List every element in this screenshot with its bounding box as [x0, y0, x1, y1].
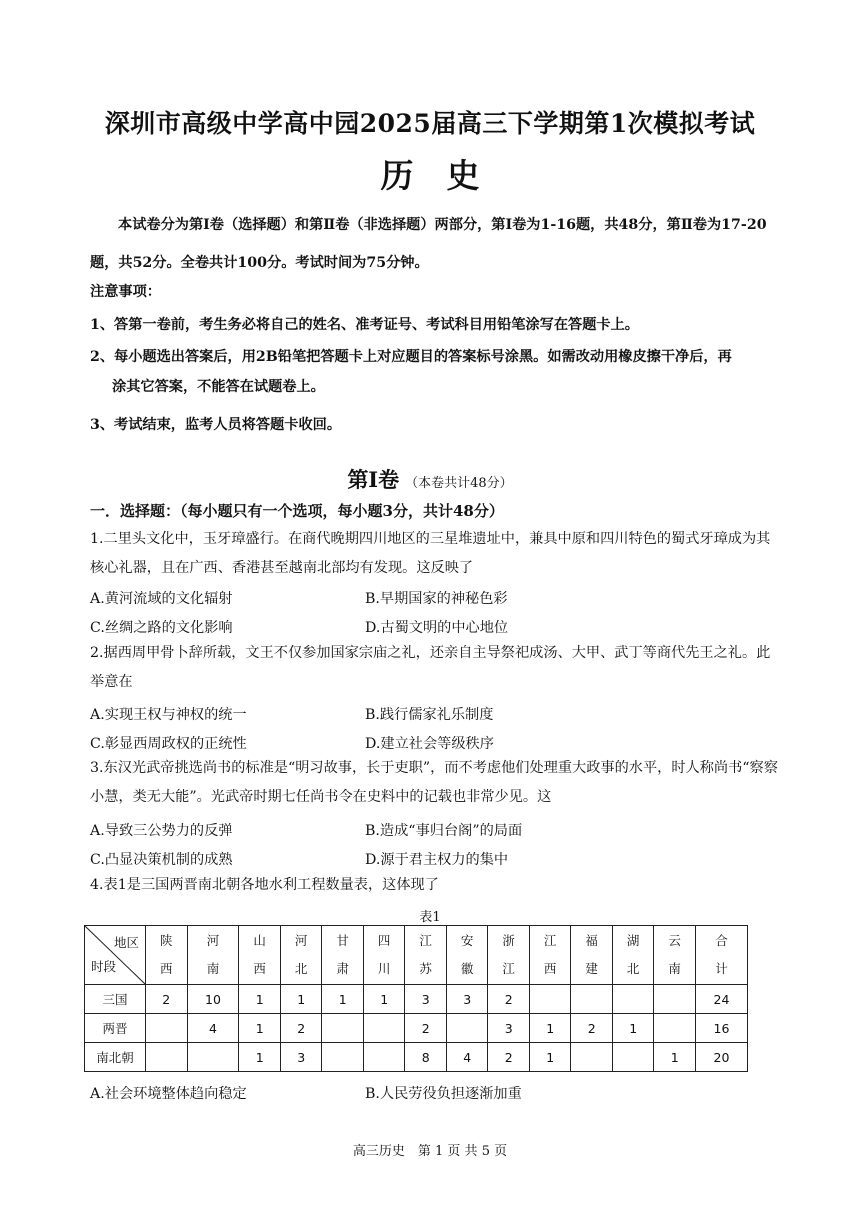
- table-cell: 2: [280, 1014, 322, 1043]
- question-3-option-d: D.源于君主权力的集中: [365, 852, 509, 868]
- table-cell: [446, 1014, 488, 1043]
- question-4-stem: 4.表1是三国两晋南北朝各地水利工程数量表，这体现了: [90, 877, 439, 893]
- table-cell: [612, 1043, 654, 1072]
- table-cell: [612, 985, 654, 1014]
- table-cell: 1: [239, 985, 281, 1014]
- header-cell: 合 计: [695, 926, 747, 985]
- question-3-option-b: B.造成“事归台阁”的局面: [365, 823, 523, 839]
- period-cell: 南北朝: [85, 1043, 146, 1072]
- notice-item-3: 3、考试结束，监考人员将答题卡收回。: [90, 417, 342, 433]
- table-cell: 20: [695, 1043, 747, 1072]
- question-3-option-a: A.导致三公势力的反弹: [90, 823, 233, 839]
- table-cell: [363, 1014, 405, 1043]
- table-cell: 4: [187, 1014, 239, 1043]
- notice-item-2-line2: 涂其它答案，不能答在试题卷上。: [112, 379, 325, 395]
- table-cell: 2: [146, 985, 188, 1014]
- page-footer: 高三历史 第 1 页 共 5 页: [352, 1144, 508, 1159]
- question-4-option-b: B.人民劳役负担逐渐加重: [365, 1086, 522, 1102]
- header-cell: 山 西: [239, 926, 281, 985]
- question-2-option-b: B.践行儒家礼乐制度: [365, 707, 494, 723]
- table-cell: [322, 1043, 364, 1072]
- header-cell: 安 徽: [446, 926, 488, 985]
- table-header-row: [85, 926, 748, 985]
- table-cell: 1: [612, 1014, 654, 1043]
- header-cell: 河 北: [280, 926, 322, 985]
- table-cell: 16: [695, 1014, 747, 1043]
- header-cell: 陕 西: [146, 926, 188, 985]
- table-cell: [146, 1014, 188, 1043]
- table-cell: [654, 985, 696, 1014]
- table-cell: 10: [187, 985, 239, 1014]
- table-cell: [571, 1043, 613, 1072]
- header-cell: 河 南: [187, 926, 239, 985]
- table-corner-cell: [85, 926, 146, 985]
- exam-intro: 本试卷分为第Ⅰ卷（选择题）和第Ⅱ卷（非选择题）两部分，第Ⅰ卷为1-16题，共48分，第Ⅱ卷为17-20题，共52分。全卷共计100分。考试时间为75分钟。: [90, 217, 767, 271]
- table-cell: 2: [488, 985, 530, 1014]
- notice-item-2-line1: 2、每小题选出答案后，用2B铅笔把答题卡上对应题目的答案标号涂黑。如需改动用橡皮擦干净后，再: [90, 349, 732, 365]
- table-caption: 表1: [419, 910, 441, 925]
- question-3-option-c: C.凸显决策机制的成熟: [90, 852, 233, 868]
- notice-title: 注意事项：: [90, 284, 161, 300]
- corner-region-label: 地区: [113, 935, 139, 950]
- question-1-option-d: D.古蜀文明的中心地位: [365, 620, 509, 636]
- period-cell: 两晋: [85, 1014, 146, 1043]
- table-cell: 1: [322, 985, 364, 1014]
- exam-title: 深圳市高级中学高中园2025届高三下学期第1次模拟考试: [104, 109, 756, 138]
- question-2-stem: 2.据西周甲骨卜辞所载，文王不仅参加国家宗庙之礼，还亲自主导祭祀成汤、大甲、武丁等商代先王之礼。此举意在: [90, 645, 771, 690]
- notice-item-2: [90, 342, 780, 402]
- table-cell: 3: [446, 985, 488, 1014]
- period-cell: 三国: [85, 985, 146, 1014]
- table-row: [85, 1014, 748, 1043]
- header-cell: 福 建: [571, 926, 613, 985]
- table-cell: 3: [488, 1014, 530, 1043]
- table-cell: [363, 1043, 405, 1072]
- table-cell: [322, 1014, 364, 1043]
- table-cell: [571, 985, 613, 1014]
- header-cell: 江 西: [529, 926, 571, 985]
- table-cell: 1: [239, 1043, 281, 1072]
- table-cell: 1: [529, 1043, 571, 1072]
- table-cell: 1: [529, 1014, 571, 1043]
- water-projects-table: [84, 925, 748, 1072]
- question-2-option-c: C.彰显西周政权的正统性: [90, 736, 247, 752]
- header-cell: 云 南: [654, 926, 696, 985]
- table-cell: 1: [280, 985, 322, 1014]
- table-cell: [146, 1043, 188, 1072]
- question-3-stem: 3.东汉光武帝挑选尚书的标准是“明习故事，长于吏职”，而不考虑他们处理重大政事的水平，时人称尚书“察察小慧，类无大能”。光武帝时期七任尚书令在史料中的记载也非常少见。这: [90, 760, 778, 805]
- table-row: [85, 985, 748, 1014]
- table-cell: 1: [654, 1043, 696, 1072]
- header-cell: 四 川: [363, 926, 405, 985]
- notice-item-1: 1、答第一卷前，考生务必将自己的姓名、准考证号、考试科目用铅笔涂写在答题卡上。: [90, 317, 639, 333]
- table-cell: 2: [405, 1014, 447, 1043]
- question-1-option-c: C.丝绸之路的文化影响: [90, 620, 233, 636]
- table-cell: 4: [446, 1043, 488, 1072]
- question-1-stem: 1.二里头文化中，玉牙璋盛行。在商代晚期四川地区的三星堆遗址中，兼具中原和四川特色的蜀式牙璋成为其核心礼器，且在广西、香港甚至越南北部均有发现。这反映了: [90, 531, 771, 576]
- table-cell: [187, 1043, 239, 1072]
- table-cell: 1: [363, 985, 405, 1014]
- table-cell: 8: [405, 1043, 447, 1072]
- table-cell: 3: [405, 985, 447, 1014]
- subject-title: 历 史: [380, 156, 480, 195]
- part-title: 一．选择题：（每小题只有一个选项，每小题3分，共计48分）: [90, 502, 504, 520]
- table-cell: [654, 1014, 696, 1043]
- question-4-option-a: A.社会环境整体趋向稳定: [90, 1086, 247, 1102]
- table-cell: 2: [488, 1043, 530, 1072]
- table-cell: 24: [695, 985, 747, 1014]
- header-cell: 甘 肃: [322, 926, 364, 985]
- header-cell: 湖 北: [612, 926, 654, 985]
- table-cell: 1: [239, 1014, 281, 1043]
- table-row: [85, 1043, 748, 1072]
- corner-period-label: 时段: [91, 959, 117, 974]
- header-cell: 江 苏: [405, 926, 447, 985]
- question-2-option-d: D.建立社会等级秩序: [365, 736, 494, 752]
- table-cell: 2: [571, 1014, 613, 1043]
- section-title: [0, 464, 860, 494]
- section-subtitle: （本卷共计48分）: [405, 476, 513, 491]
- table-cell: 3: [280, 1043, 322, 1072]
- question-1-option-a: A.黄河流域的文化辐射: [90, 591, 233, 607]
- header-cell: 浙 江: [488, 926, 530, 985]
- table-cell: [529, 985, 571, 1014]
- question-1-option-b: B.早期国家的神秘色彩: [365, 591, 508, 607]
- question-2-option-a: A.实现王权与神权的统一: [90, 707, 247, 723]
- section-name: 第Ⅰ卷: [347, 467, 400, 492]
